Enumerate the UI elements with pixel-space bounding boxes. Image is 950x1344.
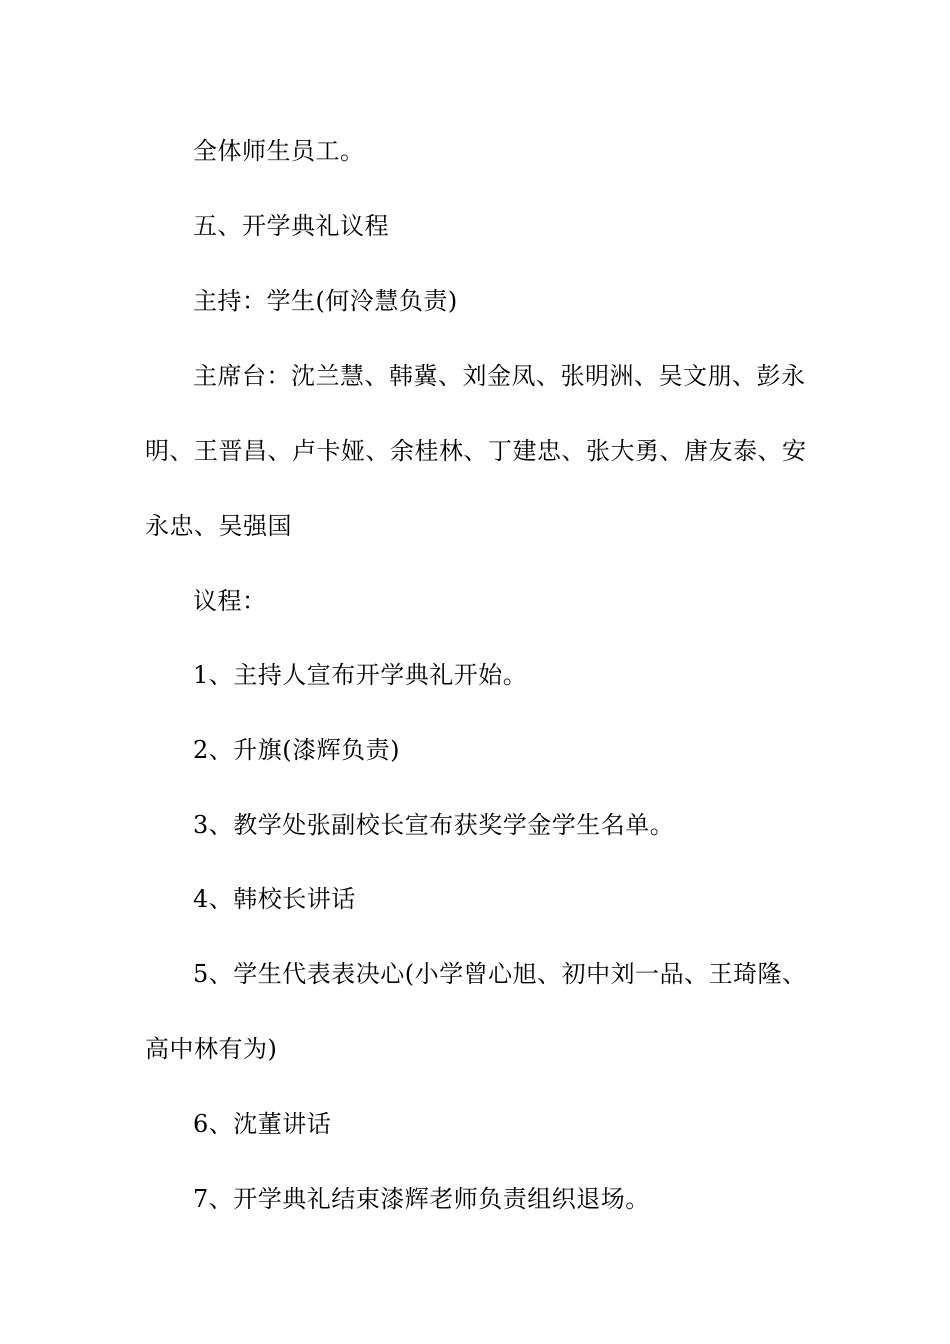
- agenda-label: 议程：: [193, 587, 267, 615]
- agenda-item-1: 1、主持人宣布开学典礼开始。: [193, 661, 528, 689]
- agenda-item-3: 3、教学处张副校长宣布获奖学金学生名单。: [193, 811, 675, 839]
- intro-line: 全体师生员工。: [193, 137, 365, 165]
- rostrum-line-1: 主席台：沈兰慧、韩冀、刘金凤、张明洲、吴文朋、彭永: [193, 362, 806, 390]
- host-line: 主持：学生(何泠慧负责): [193, 287, 458, 315]
- agenda-item-5: 5、学生代表表决心(小学曾心旭、初中刘一品、王琦隆、: [193, 960, 807, 988]
- rostrum-line-3: 永忠、吴强国: [145, 512, 292, 540]
- section-heading: 五、开学典礼议程: [193, 212, 389, 240]
- agenda-item-4: 4、韩校长讲话: [193, 885, 356, 913]
- agenda-item-6: 6、沈董讲话: [193, 1110, 332, 1138]
- agenda-item-7: 7、开学典礼结束漆辉老师负责组织退场。: [193, 1185, 650, 1213]
- rostrum-line-2: 明、王晋昌、卢卡娅、余桂林、丁建忠、张大勇、唐友泰、安: [145, 437, 807, 465]
- agenda-item-5-continued: 高中林有为): [145, 1035, 278, 1063]
- agenda-item-2: 2、升旗(漆辉负责): [193, 736, 400, 764]
